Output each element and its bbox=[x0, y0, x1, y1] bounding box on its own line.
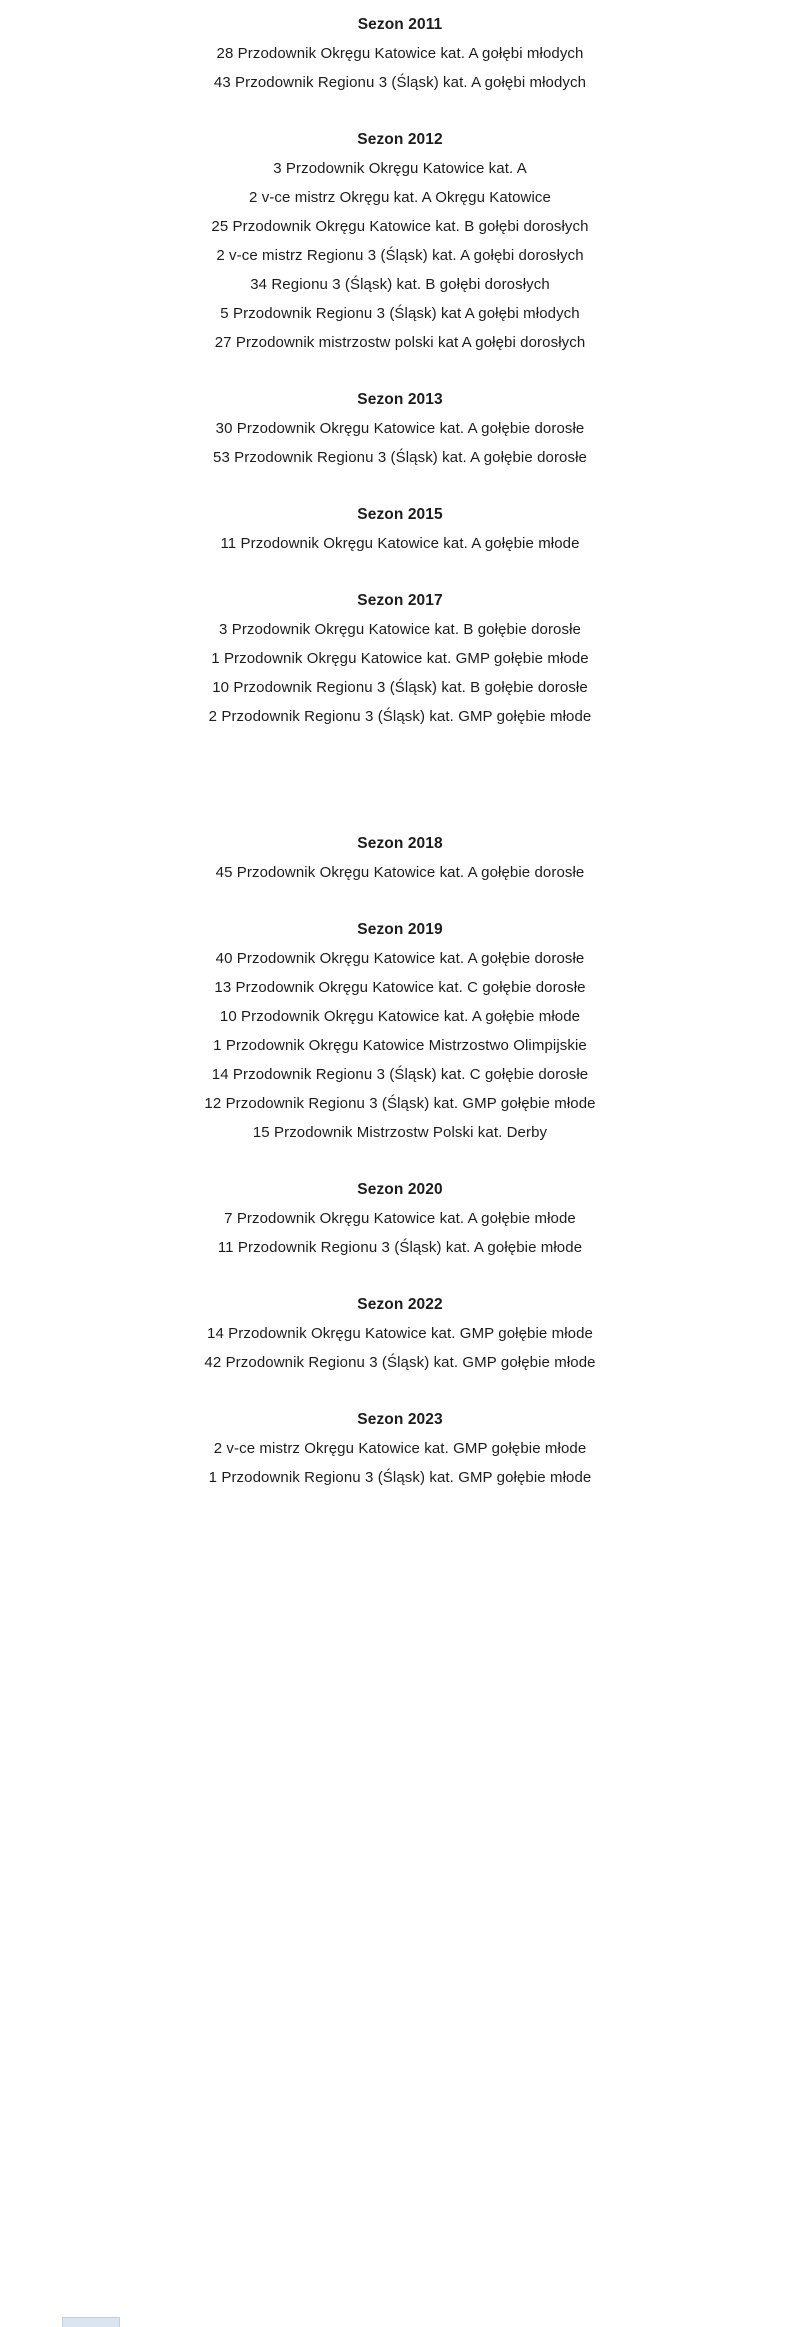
achievement-line: 13 Przodownik Okręgu Katowice kat. C gołębie dorosłe bbox=[214, 979, 586, 996]
season-section bbox=[0, 500, 800, 558]
achievement-line: 15 Przodownik Mistrzostw Polski kat. Derby bbox=[252, 1124, 548, 1141]
partial-bottom-element bbox=[62, 2317, 120, 2327]
season-section bbox=[0, 915, 800, 1147]
achievement-line: 7 Przodownik Okręgu Katowice kat. A gołębie młode bbox=[224, 1210, 576, 1227]
achievement-line: 2 v-ce mistrz Okręgu kat. A Okręgu Katowice bbox=[249, 189, 551, 206]
achievement-line: 34 Regionu 3 (Śląsk) kat. B gołębi dorosłych bbox=[250, 276, 550, 293]
achievement-line: 42 Przodownik Regionu 3 (Śląsk) kat. GMP gołębie młode bbox=[204, 1354, 596, 1371]
achievement-line: 10 Przodownik Regionu 3 (Śląsk) kat. B gołębie dorosłe bbox=[212, 679, 588, 696]
season-heading: Sezon 2013 bbox=[357, 391, 443, 408]
achievement-line: 30 Przodownik Okręgu Katowice kat. A gołębie dorosłe bbox=[215, 420, 585, 437]
achievement-line: 1 Przodownik Okręgu Katowice kat. GMP gołębie młode bbox=[211, 650, 589, 667]
achievement-line: 2 v-ce mistrz Okręgu Katowice kat. GMP gołębie młode bbox=[213, 1440, 587, 1457]
achievement-line: 3 Przodownik Okręgu Katowice kat. B gołębie dorosłe bbox=[219, 621, 581, 638]
season-section bbox=[0, 385, 800, 472]
achievement-line: 3 Przodownik Okręgu Katowice kat. A bbox=[273, 160, 527, 177]
season-section bbox=[0, 125, 800, 357]
achievement-line: 2 Przodownik Regionu 3 (Śląsk) kat. GMP gołębie młode bbox=[208, 708, 592, 725]
season-section bbox=[0, 586, 800, 731]
season-heading: Sezon 2012 bbox=[357, 131, 443, 148]
achievement-line: 10 Przodownik Okręgu Katowice kat. A gołębie młode bbox=[219, 1008, 581, 1025]
achievement-line: 45 Przodownik Okręgu Katowice kat. A gołębie dorosłe bbox=[215, 864, 585, 881]
season-section bbox=[0, 1175, 800, 1262]
achievement-line: 28 Przodownik Okręgu Katowice kat. A gołębi młodych bbox=[216, 45, 584, 62]
achievement-line: 14 Przodownik Okręgu Katowice kat. GMP gołębie młode bbox=[207, 1325, 593, 1342]
achievement-line: 14 Przodownik Regionu 3 (Śląsk) kat. C gołębie dorosłe bbox=[211, 1066, 589, 1083]
achievement-line: 27 Przodownik mistrzostw polski kat A gołębi dorosłych bbox=[214, 334, 586, 351]
achievement-line: 1 Przodownik Okręgu Katowice Mistrzostwo Olimpijskie bbox=[213, 1037, 587, 1054]
season-section bbox=[0, 10, 800, 97]
season-heading: Sezon 2015 bbox=[357, 506, 443, 523]
season-section bbox=[0, 1290, 800, 1377]
achievement-line: 11 Przodownik Okręgu Katowice kat. A gołębie młode bbox=[220, 535, 580, 552]
achievement-line: 25 Przodownik Okręgu Katowice kat. B gołębi dorosłych bbox=[211, 218, 589, 235]
achievement-line: 11 Przodownik Regionu 3 (Śląsk) kat. A gołębie młode bbox=[217, 1239, 583, 1256]
achievement-line: 1 Przodownik Regionu 3 (Śląsk) kat. GMP gołębie młode bbox=[208, 1469, 592, 1486]
season-heading: Sezon 2022 bbox=[357, 1296, 443, 1313]
achievement-line: 53 Przodownik Regionu 3 (Śląsk) kat. A gołębie dorosłe bbox=[213, 449, 587, 466]
achievement-line: 5 Przodownik Regionu 3 (Śląsk) kat A gołębi młodych bbox=[220, 305, 580, 322]
achievement-line: 2 v-ce mistrz Regionu 3 (Śląsk) kat. A gołębi dorosłych bbox=[216, 247, 584, 264]
achievement-line: 43 Przodownik Regionu 3 (Śląsk) kat. A gołębi młodych bbox=[213, 74, 587, 91]
achievement-line: 12 Przodownik Regionu 3 (Śląsk) kat. GMP gołębie młode bbox=[204, 1095, 596, 1112]
season-section bbox=[0, 829, 800, 887]
season-heading: Sezon 2019 bbox=[357, 921, 443, 938]
season-section bbox=[0, 1405, 800, 1492]
season-heading: Sezon 2018 bbox=[357, 835, 443, 852]
achievement-line: 40 Przodownik Okręgu Katowice kat. A gołębie dorosłe bbox=[215, 950, 585, 967]
season-heading: Sezon 2011 bbox=[357, 16, 443, 33]
season-heading: Sezon 2020 bbox=[357, 1181, 443, 1198]
season-heading: Sezon 2023 bbox=[357, 1411, 443, 1428]
season-heading: Sezon 2017 bbox=[357, 592, 443, 609]
